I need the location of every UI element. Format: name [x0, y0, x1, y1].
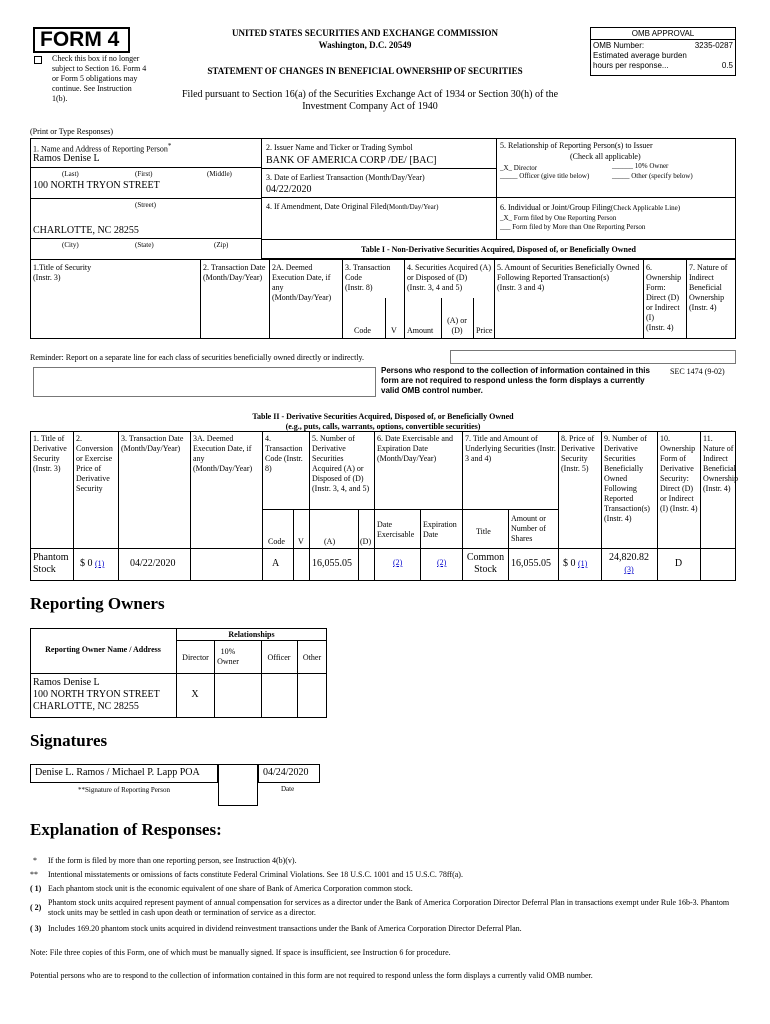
t2-col5: 5. Number of Derivative Securities Acquired (A) or Disposed of (D) (Instr. 3, 4, and 5): [312, 434, 370, 493]
t2-col3a: 3A. Deemed Execution Date, if any (Month/Day/Year): [193, 434, 253, 473]
row-security: Phantom Stock: [33, 552, 69, 575]
t1-col6: 6. Ownership Form: Direct (D) or Indirect (I) (Instr. 4): [646, 263, 682, 332]
date-label: Date: [281, 785, 295, 793]
signature-name: Denise L. Ramos / Michael P. Lapp POA: [35, 767, 200, 778]
box6-label: 6. Individual or Joint/Group Filing(Check Applicable Line): [500, 203, 681, 212]
t2-code: Code: [268, 537, 285, 546]
reporting-person-name: Ramos Denise L: [33, 153, 100, 164]
footnote-1-link[interactable]: (1): [95, 559, 105, 568]
reporting-owners-heading: Reporting Owners: [30, 594, 165, 613]
t2-amount-shares: Amount or Number of Shares: [511, 514, 546, 543]
first-label: (First): [135, 170, 153, 178]
t1-price: Price: [476, 326, 493, 335]
state-label: (State): [135, 241, 154, 249]
middle-label: (Middle): [207, 170, 232, 178]
filed-pursuant-line2: Investment Company Act of 1940: [302, 101, 438, 112]
t2-title: Title: [476, 527, 491, 536]
owner-line3: CHARLOTTE, NC 28255: [33, 701, 139, 712]
street-label: (Street): [135, 201, 156, 209]
form-title: FORM 4: [40, 28, 120, 51]
fn3-mark: ( 3): [30, 924, 42, 933]
footnote-1-link-price[interactable]: (1): [578, 559, 588, 568]
star2-text: Intentional misstatements or omissions of facts constitute Federal Criminal Violations. See 18 U.S.C. 1001 and 15 U.S.C. 78ff(a).: [48, 870, 463, 879]
agency-line1: UNITED STATES SECURITIES AND EXCHANGE COMMISSION: [232, 28, 498, 38]
box4-label: 4. If Amendment, Date Original Filed(Month/Day/Year): [266, 202, 439, 211]
box1-label: 1. Name and Address of Reporting Person*: [33, 142, 172, 154]
omb-title: OMB APPROVAL: [591, 28, 735, 40]
director-mark: X: [191, 689, 199, 700]
t1-v: V: [391, 326, 397, 335]
fn2-mark: ( 2): [30, 903, 42, 912]
ten-pct-header: 10% Owner: [217, 647, 239, 666]
fn2-text: Phantom stock units acquired represent payment of annual compensation for services as a director under the Bank of America Corporation Director Deferral Plan in transactions exempt under Rule 16b-3. Phantom stock units may be settled in cash upon death or termination of service as a director.: [48, 898, 730, 917]
fn3-text: Includes 169.20 phantom stock units acquired in dividend reinvestment transactions under the Bank of America Corporation Director Deferral Plan.: [48, 924, 522, 933]
signature-date: 04/24/2020: [263, 767, 309, 778]
omb-hours: 0.5: [721, 61, 733, 70]
t2-col6: 6. Date Exercisable and Expiration Date (Month/Day/Year): [377, 434, 453, 463]
t2-expiration-date: Expiration Date: [423, 520, 457, 539]
t2-col10: 10. Ownership Form of Derivative Security: Direct (D) or Indirect (I) (Instr. 4): [660, 434, 698, 513]
street-value: 100 NORTH TRYON STREET: [33, 180, 160, 191]
signature-label: **Signature of Reporting Person: [78, 786, 170, 794]
t2-col9: 9. Number of Derivative Securities Beneficially Owned Following Reported Transaction(s) (Instr. 4): [604, 434, 650, 523]
t2-d: (D): [360, 537, 372, 546]
row-ownership-form: D: [674, 558, 683, 569]
footnote-2-link-exercisable[interactable]: (2): [393, 558, 403, 567]
table2-subtitle: (e.g., puts, calls, warrants, options, convertible securities): [285, 422, 481, 431]
omb-notice: Persons who respond to the collection of information contained in this form are not required to respond unless the form displays a currently valid OMB control number.: [381, 366, 650, 395]
t1-amount: Amount: [407, 326, 434, 335]
director-option[interactable]: _X_ Director: [500, 164, 538, 172]
row-code: A: [272, 558, 280, 569]
earliest-transaction-date: 04/22/2020: [266, 184, 312, 195]
officer-option[interactable]: _____ Officer (give title below): [500, 172, 590, 180]
relationships-header: Relationships: [228, 630, 275, 639]
statement-title: STATEMENT OF CHANGES IN BENEFICIAL OWNERSHIP OF SECURITIES: [207, 66, 523, 76]
t1-col2a: 2A. Deemed Execution Date, if any (Month/Day/Year): [272, 263, 332, 302]
table1-title: Table I - Non-Derivative Securities Acquired, Disposed of, or Beneficially Owned: [361, 245, 636, 254]
t2-col1: 1. Title of Derivative Security (Instr. 3): [33, 434, 67, 473]
signatures-heading: Signatures: [30, 731, 108, 750]
t1-col2: 2. Transaction Date (Month/Day/Year): [203, 263, 266, 282]
footnote-2-link-expiration[interactable]: (2): [437, 558, 447, 567]
t1-aord: (A) or (D): [447, 316, 467, 335]
footnote-3-link[interactable]: (3): [624, 565, 634, 574]
t1-col7: 7. Nature of Indirect Beneficial Ownership (Instr. 4): [689, 263, 728, 312]
last-label: (Last): [62, 170, 79, 178]
owner-line1: Ramos Denise L: [33, 677, 100, 688]
reminder: Reminder: Report on a separate line for each class of securities beneficially owned directly or indirectly.: [30, 353, 365, 362]
zip-label: (Zip): [214, 241, 229, 249]
t2-col2: 2. Conversion or Exercise Price of Derivative Security: [76, 434, 113, 493]
note-text: Note: File three copies of this Form, one of which must be manually signed. If space is insufficient, see Instruction 6 for procedure.: [30, 948, 451, 957]
other-header: Other: [302, 653, 322, 662]
omb-hours-label: hours per response...: [593, 61, 669, 70]
box5-label: 5. Relationship of Reporting Person(s) to Issuer: [500, 141, 653, 150]
reminder-blank-box: [450, 350, 736, 364]
box3-label: 3. Date of Earliest Transaction (Month/Day/Year): [266, 173, 425, 182]
row-transaction-date: 04/22/2020: [130, 558, 176, 569]
row-deriv-price: $ 0 (1): [563, 558, 588, 569]
omb-approval-box: [590, 27, 736, 76]
officer-header: Officer: [267, 653, 291, 662]
omb-number-label: OMB Number:: [593, 41, 645, 50]
t2-col11: 11. Nature of Indirect Beneficial Ownership (Instr. 4): [703, 434, 739, 493]
t1-col3: 3. Transaction Code (Instr. 8): [345, 263, 391, 292]
director-header: Director: [182, 653, 209, 662]
left-blank-box: [33, 367, 376, 397]
signature-blank-box: [218, 764, 258, 806]
fn1-text: Each phantom stock unit is the economic equivalent of one share of Bank of America Corporation common stock.: [48, 884, 413, 893]
t1-col4: 4. Securities Acquired (A) or Disposed of (D) (Instr. 3, 4 and 5): [407, 263, 491, 292]
star2-mark: **: [30, 870, 38, 879]
row-underlying-title: Common Stock: [466, 552, 505, 575]
other-option[interactable]: _____ Other (specify below): [612, 172, 693, 180]
t1-code: Code: [354, 326, 371, 335]
star1-text: If the form is filed by more than one reporting person, see Instruction 4(b)(v).: [48, 856, 297, 865]
issuer-name: BANK OF AMERICA CORP /DE/ [BAC]: [266, 155, 437, 166]
t2-col4: 4. Transaction Code (Instr. 8): [265, 434, 303, 473]
ten-pct-option[interactable]: ______ 10% Owner: [612, 162, 669, 170]
t2-date-exercisable: Date Exercisable: [377, 520, 415, 539]
agency-line2: Washington, D.C. 20549: [318, 40, 412, 50]
print-type-note: (Print or Type Responses): [30, 127, 114, 136]
box2-label: 2. Issuer Name and Ticker or Trading Symbol: [266, 143, 413, 152]
row-owned: 24,820.82: [609, 552, 649, 563]
checkbox-note: Check this box if no longer subject to Section 16. Form 4 or Form 5 obligations may continue. See Instruction 1(b).: [52, 54, 147, 103]
filing-option-more[interactable]: ___ Form filed by More than One Reporting Person: [500, 223, 646, 231]
t2-a: (A): [324, 537, 336, 546]
city-label: (City): [62, 241, 79, 249]
t2-col8: 8. Price of Derivative Security (Instr. 5): [561, 434, 595, 473]
sec-code: SEC 1474 (9-02): [670, 367, 725, 376]
omb-burden-label: Estimated average burden: [593, 51, 687, 60]
explanation-heading: Explanation of Responses:: [30, 820, 222, 839]
omb-number: 3235-0287: [694, 41, 733, 50]
t2-col3: 3. Transaction Date (Month/Day/Year): [121, 434, 184, 453]
t2-v: V: [298, 537, 304, 546]
box5-sub: (Check all applicable): [570, 152, 641, 161]
t2-col7: 7. Title and Amount of Underlying Securities (Instr. 3 and 4): [465, 434, 556, 463]
t1-col5: 5. Amount of Securities Beneficially Owned Following Reported Transaction(s) (Instr. 3 and 4): [497, 263, 640, 292]
city-value: CHARLOTTE, NC 28255: [33, 225, 139, 236]
row-amount: 16,055.05: [312, 558, 352, 569]
fn1-mark: ( 1): [30, 884, 42, 893]
potential-text: Potential persons who are to respond to the collection of information contained in this form are not required to respond unless the form displays a currently valid OMB number.: [30, 971, 593, 980]
t1-col1: 1.Title of Security (Instr. 3): [33, 263, 92, 282]
row-underlying-amount: 16,055.05: [511, 558, 551, 569]
owner-line2: 100 NORTH TRYON STREET: [33, 689, 160, 700]
table2-title: Table II - Derivative Securities Acquired, Disposed of, or Beneficially Owned: [252, 412, 514, 421]
star1-mark: *: [33, 856, 37, 865]
owner-name-header: Reporting Owner Name / Address: [45, 645, 161, 654]
row-conversion-price: $ 0 (1): [80, 558, 105, 569]
no-longer-subject-checkbox[interactable]: [34, 56, 42, 64]
filed-pursuant-line1: Filed pursuant to Section 16(a) of the Securities Exchange Act of 1934 or Section 30(h) of the: [181, 89, 559, 100]
filing-option-one[interactable]: _X_ Form filed by One Reporting Person: [500, 214, 617, 222]
